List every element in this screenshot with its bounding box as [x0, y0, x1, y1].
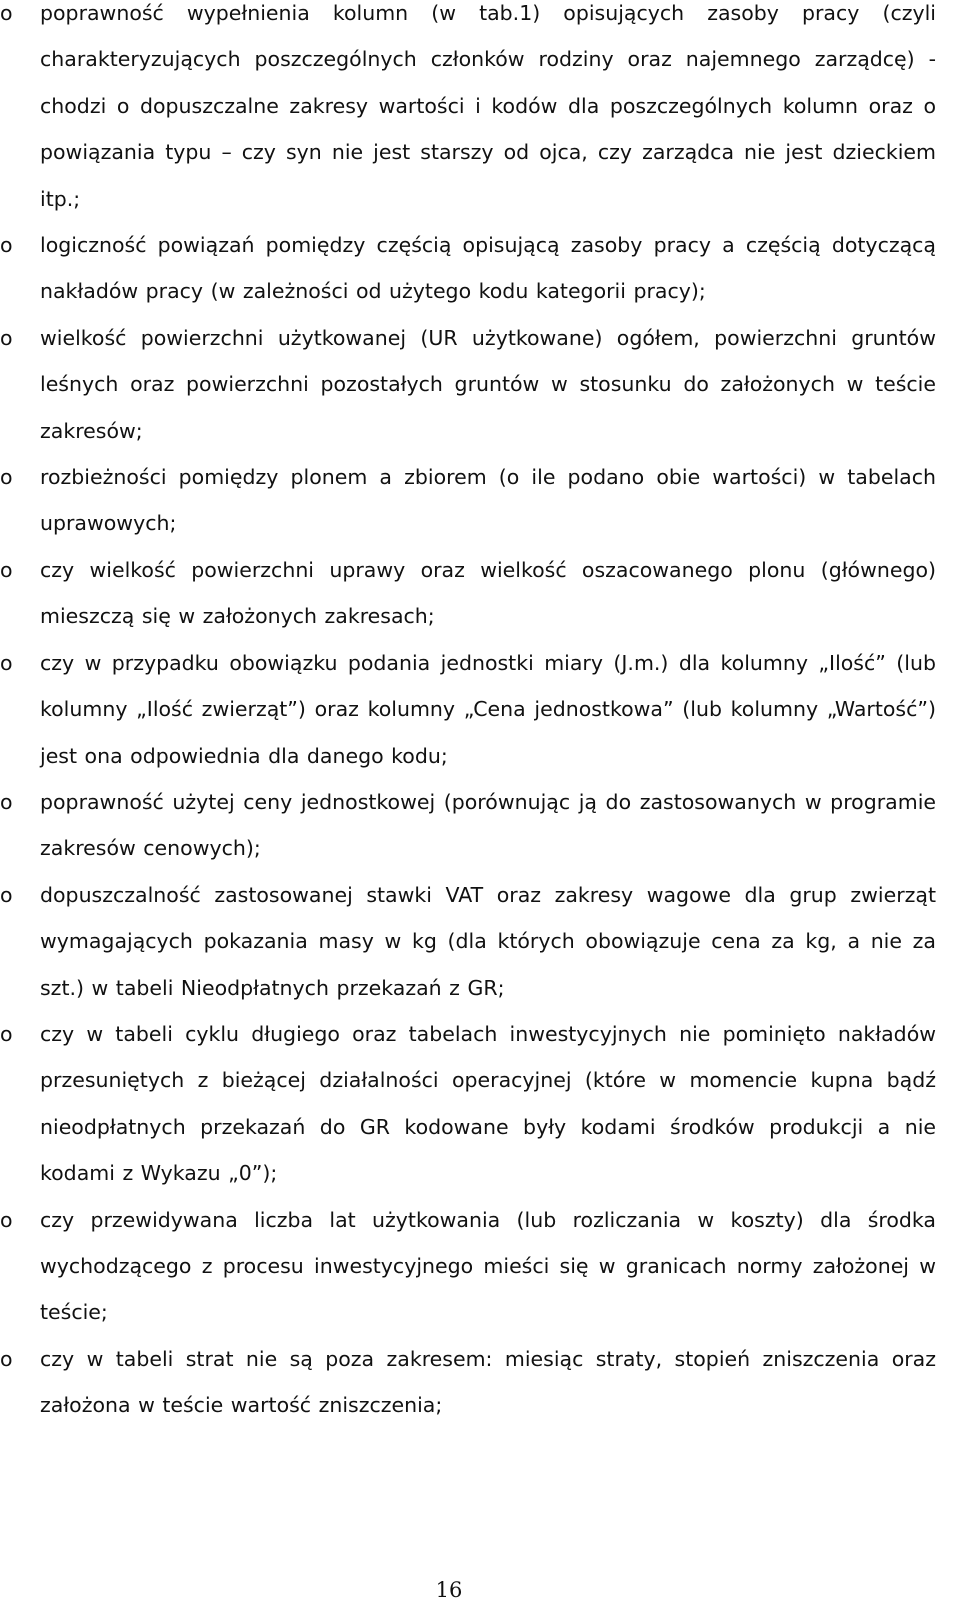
list-item	[0, 1336, 960, 1429]
list-item-text: czy w tabeli strat nie są poza zakresem: miesiąc straty, stopień zniszczenia oraz założona w teście wartość zniszczenia;	[40, 1346, 936, 1418]
bullet-marker: o	[0, 465, 13, 490]
bullet-marker: o	[0, 557, 13, 582]
list-item	[0, 222, 960, 315]
bullet-marker: o	[0, 1207, 13, 1232]
list-item-text: poprawność wypełnienia kolumn (w tab.1) opisujących zasoby pracy (czyli charakteryzujących poszczególnych członków rodziny oraz najemnego zarządcę) - chodzi o dopuszczalne zakresy wartości i kodów dla poszczególnych kolumn oraz o powiązania typu – czy syn nie jest starszy od ojca, czy zarządca nie jest dzieckiem itp.;	[40, 1, 936, 211]
bullet-marker: o	[0, 650, 13, 675]
list-item	[0, 454, 960, 547]
bullet-marker: o	[0, 1021, 13, 1046]
list-item	[0, 1011, 960, 1197]
list-item-text: czy wielkość powierzchni uprawy oraz wielkość oszacowanego plonu (głównego) mieszczą się w założonych zakresach;	[40, 557, 936, 629]
list-item-text: czy w tabeli cyklu długiego oraz tabelach inwestycyjnych nie pominięto nakładów przesuniętych z bieżącej działalności operacyjnej (które w momencie kupna bądź nieodpłatnych przekazań do GR kodowane były kodami środków produkcji a nie kodami z Wykazu „0”);	[40, 1021, 936, 1186]
list-item-text: wielkość powierzchni użytkowanej (UR użytkowane) ogółem, powierzchni gruntów leśnych oraz powierzchni pozostałych gruntów w stosunku do założonych w teście zakresów;	[40, 325, 936, 443]
bullet-marker: o	[0, 233, 13, 258]
list-item-text: logiczność powiązań pomiędzy częścią opisującą zasoby pracy a częścią dotyczącą nakładów pracy (w zależności od użytego kodu kategorii pracy);	[40, 233, 936, 304]
list-item-text: czy w przypadku obowiązku podania jednostki miary (J.m.) dla kolumny „Ilość” (lub kolumny „Ilość zwierząt”) oraz kolumny „Cena jednostkowa” (lub kolumny „Wartość”) jest ona odpowiednia dla danego kodu;	[40, 650, 936, 768]
bullet-marker: o	[0, 1, 13, 25]
list-item	[0, 640, 960, 779]
list-item	[0, 0, 960, 222]
list-item	[0, 779, 960, 872]
list-item-text: czy przewidywana liczba lat użytkowania (lub rozliczania w koszty) dla środka wychodzącego z procesu inwestycyjnego mieści się w granicach normy założonej w teście;	[40, 1207, 936, 1325]
bullet-marker: o	[0, 1346, 13, 1371]
list-item	[0, 872, 960, 1011]
bullet-marker: o	[0, 882, 13, 907]
list-item	[0, 547, 960, 640]
bullet-marker: o	[0, 325, 13, 350]
list-item	[0, 1197, 960, 1336]
list-item-text: rozbieżności pomiędzy plonem a zbiorem (o ile podano obie wartości) w tabelach uprawowych;	[40, 465, 936, 536]
bullet-marker: o	[0, 789, 13, 814]
list-item-text: dopuszczalność zastosowanej stawki VAT oraz zakresy wagowe dla grup zwierząt wymagających pokazania masy w kg (dla których obowiązuje cena za kg, a nie za szt.) w tabeli Nieodpłatnych przekazań z GR;	[40, 882, 936, 1000]
page-number: 16	[435, 1578, 463, 1602]
list-item-text: poprawność użytej ceny jednostkowej (porównując ją do zastosowanych w programie zakresów cenowych);	[40, 789, 936, 861]
list-item	[0, 315, 960, 454]
